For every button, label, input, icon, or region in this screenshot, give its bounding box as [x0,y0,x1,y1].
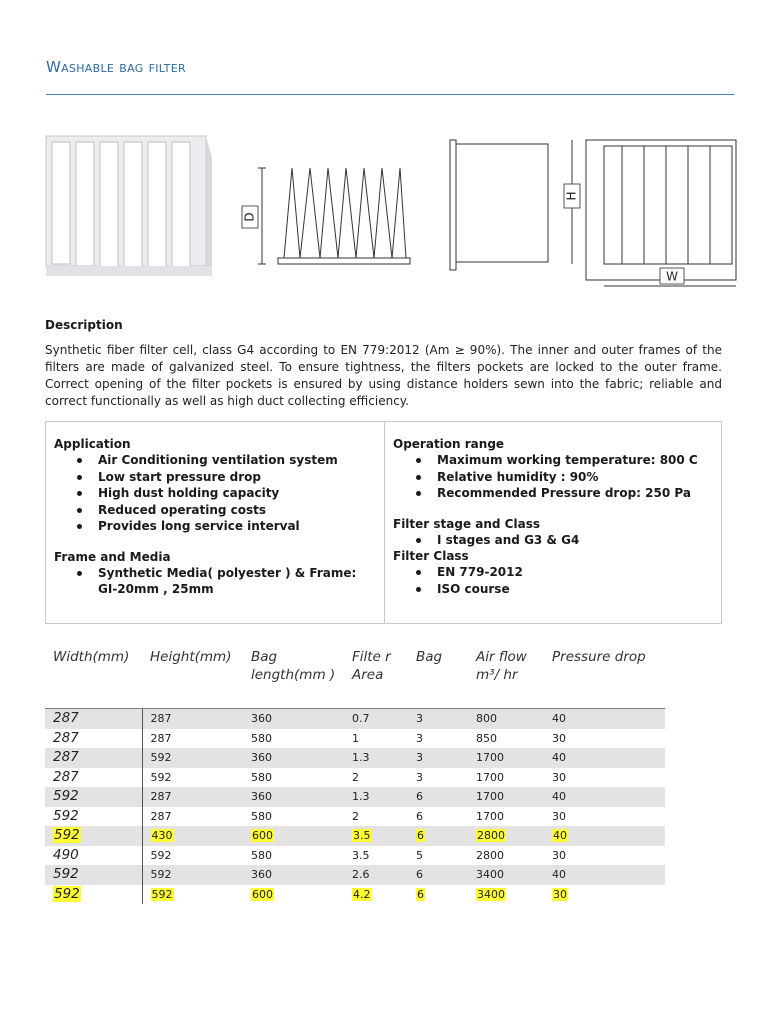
cell-value: 360 [251,751,272,764]
list-item: Maximum working temperature: 800 C [437,452,713,469]
table-cell [408,807,468,827]
cell-value: 580 [251,770,272,784]
table-cell [544,748,665,768]
table-row [45,768,665,788]
table-cell [344,807,408,827]
table-cell [408,885,468,905]
table-cell [408,846,468,866]
cell-value: 40 [553,829,567,842]
cell-value: 580 [251,809,272,823]
cell-value: 592 [53,788,79,804]
title-divider [46,94,734,95]
table-row [45,826,665,846]
table-cell [468,787,544,807]
page-title: Washable bag filter [46,58,186,76]
cell-value: 30 [552,770,566,784]
cell-value: 1700 [476,770,504,784]
table-cell [408,729,468,749]
cell-value: 30 [552,809,566,823]
list-item: High dust holding capacity [98,485,376,502]
table-cell [468,729,544,749]
filter-class-list [393,564,713,597]
table-cell [142,885,243,905]
column-header: Pressure drop [544,648,665,709]
table-cell [243,748,344,768]
column-header: Filte r Area [344,648,408,709]
table-cell [468,885,544,905]
table-cell [468,748,544,768]
table-cell [408,709,468,729]
table-cell [243,709,344,729]
frame-media-list [54,565,376,598]
cell-value: 40 [552,751,566,764]
height-label: H [564,191,579,201]
table-cell [142,846,243,866]
table-cell [544,787,665,807]
specifications-right-column [385,422,721,623]
cell-value: 2 [352,809,359,823]
table-cell [142,729,243,749]
table-cell [344,709,408,729]
table-cell [45,768,142,788]
table-cell [468,807,544,827]
cell-value: 800 [476,712,497,725]
table-cell [544,768,665,788]
table-cell [142,826,243,846]
cell-value: 360 [251,868,272,881]
frame-media-heading: Frame and Media [54,549,171,564]
cell-value: 600 [252,887,273,901]
table-cell [544,846,665,866]
specifications-left-column [46,422,385,623]
cell-value: 287 [53,749,79,765]
list-item: ISO course [437,581,713,598]
cell-value: 287 [53,768,79,785]
cell-value: 1700 [476,809,504,823]
table-row [45,729,665,749]
cell-value: 2 [352,770,359,784]
table-cell [45,826,142,846]
cell-value: 30 [552,731,566,745]
column-header: Air flow m³/ hr [468,648,544,709]
list-item: Provides long service interval [98,518,376,535]
cell-value: 580 [251,731,272,745]
table-cell [544,807,665,827]
specifications-table [45,648,665,904]
table-cell [408,865,468,885]
cell-value: 592 [150,770,172,784]
cell-value: 3 [416,751,423,764]
table-cell [344,748,408,768]
table-cell [544,729,665,749]
cell-value: 592 [150,848,172,862]
table-row [45,885,665,905]
table-cell [142,768,243,788]
table-cell [243,787,344,807]
front-view-drawing [564,140,736,286]
cell-value: 3 [416,731,423,745]
table-cell [344,729,408,749]
specifications-box [45,421,722,624]
cell-value: 6 [416,790,423,803]
table-cell [45,729,142,749]
cell-value: 592 [150,751,172,764]
table-cell [344,885,408,905]
application-list [54,452,376,535]
cell-value: 3400 [477,887,505,901]
table-cell [344,826,408,846]
list-item: Relative humidity : 90% [437,469,713,486]
cell-value: 1700 [476,790,504,803]
table-row [45,807,665,827]
cell-value: 6 [417,829,424,842]
cell-value: 360 [251,712,272,725]
cell-value: 30 [552,848,566,862]
column-header: Width(mm) [45,648,142,709]
cell-value: 2.6 [352,868,370,881]
cell-value: 360 [251,790,272,803]
description-text: Synthetic fiber filter cell, class G4 according to EN 779:2012 (Am ≥ 90%). The inner and outer frames of the filters are made of galvanized steel. To ensure tightness, the filters pockets are locked to the outer frame. Correct opening of the filter pockets is ensured by using distance holders sewn into the fabric; reliable and correct functionally as well as high duct collecting efficiency. [45,343,722,408]
cell-value: 592 [150,868,172,881]
table-cell [468,709,544,729]
list-item: Air Conditioning ventilation system [98,452,376,469]
table-cell [468,865,544,885]
table-cell [243,768,344,788]
table-row [45,748,665,768]
cell-value: 6 [416,868,423,881]
table-cell [142,807,243,827]
table-cell [468,826,544,846]
table-cell [468,846,544,866]
cell-value: 30 [553,887,567,901]
table-cell [243,729,344,749]
table-row [45,846,665,866]
table-cell [243,885,344,905]
list-item: Synthetic Media( polyester ) & Frame: GI-20mm , 25mm [98,565,376,598]
table-row [45,787,665,807]
table-cell [544,865,665,885]
table-cell [45,709,142,729]
table-cell [408,748,468,768]
cell-value: 287 [150,731,172,745]
cell-value: 2800 [476,848,504,862]
table-cell [544,709,665,729]
table-row [45,865,665,885]
table-header-row [45,648,665,709]
column-header: Bag [408,648,468,709]
cell-value: 40 [552,790,566,803]
table-cell [142,709,243,729]
table-cell [544,885,665,905]
table-cell [408,768,468,788]
table-cell [45,748,142,768]
filter-stage-list [393,532,713,549]
table-cell [408,787,468,807]
cell-value: 592 [53,866,79,882]
cell-value: 580 [251,848,272,862]
table-cell [408,826,468,846]
table-cell [142,865,243,885]
table-cell [45,807,142,827]
table-cell [344,787,408,807]
cell-value: 1700 [476,751,504,764]
cell-value: 3400 [476,868,504,881]
table-cell [344,865,408,885]
cell-value: 3 [416,770,423,784]
side-view-drawing [242,168,410,264]
filter-class-heading: Filter Class [393,549,469,563]
list-item: Recommended Pressure drop: 250 Pa [437,485,713,502]
operation-range-list [393,452,713,502]
depth-label: D [242,212,257,222]
cell-value: 592 [54,827,80,843]
table-cell [243,826,344,846]
table-cell [468,768,544,788]
table-cell [45,846,142,866]
cell-value: 287 [150,809,172,823]
application-heading: Application [54,437,131,451]
cell-value: 287 [150,712,172,725]
operation-range-heading: Operation range [393,437,505,451]
table-cell [243,807,344,827]
cell-value: 3.5 [353,829,371,842]
list-item: Reduced operating costs [98,502,376,519]
cell-value: 2800 [477,829,505,842]
table-cell [142,748,243,768]
cell-value: 1.3 [352,790,370,803]
table-cell [45,787,142,807]
cell-value: 1 [352,731,359,745]
profile-drawing [450,140,548,270]
table-cell [45,885,142,905]
cell-value: 4.2 [353,887,371,901]
cell-value: 6 [417,887,424,901]
cell-value: 3.5 [352,848,370,862]
filter-stage-heading: Filter stage and Class [393,516,540,531]
specifications-table-wrap [45,648,665,904]
cell-value: 592 [151,887,173,901]
column-header: Bag length(mm ) [243,648,344,709]
table-cell [45,865,142,885]
table-row [45,709,665,729]
filter-illustrations [40,128,750,293]
list-item: EN 779-2012 [437,564,713,581]
cell-value: 40 [552,712,566,725]
cell-value: 287 [53,710,79,726]
column-header: Height(mm) [142,648,243,709]
cell-value: 592 [53,807,79,824]
cell-value: 850 [476,731,497,745]
table-cell [544,826,665,846]
cell-value: 3 [416,712,423,725]
cell-value: 1.3 [352,751,370,764]
cell-value: 6 [416,809,423,823]
table-cell [243,865,344,885]
table-cell [344,846,408,866]
cell-value: 490 [53,846,79,863]
list-item: Low start pressure drop [98,469,376,486]
cell-value: 5 [416,848,423,862]
cell-value: 287 [150,790,172,803]
table-cell [344,768,408,788]
table-cell [243,846,344,866]
description-heading: Description [45,318,123,332]
list-item: I stages and G3 & G4 [437,532,713,549]
cell-value: 40 [552,868,566,881]
cell-value: 600 [252,829,273,842]
width-label: W [666,269,678,284]
cell-value: 592 [54,885,80,902]
table-cell [142,787,243,807]
cell-value: 0.7 [352,712,370,725]
bag-filter-photo [46,136,212,278]
cell-value: 287 [53,729,79,746]
cell-value: 430 [151,829,173,842]
